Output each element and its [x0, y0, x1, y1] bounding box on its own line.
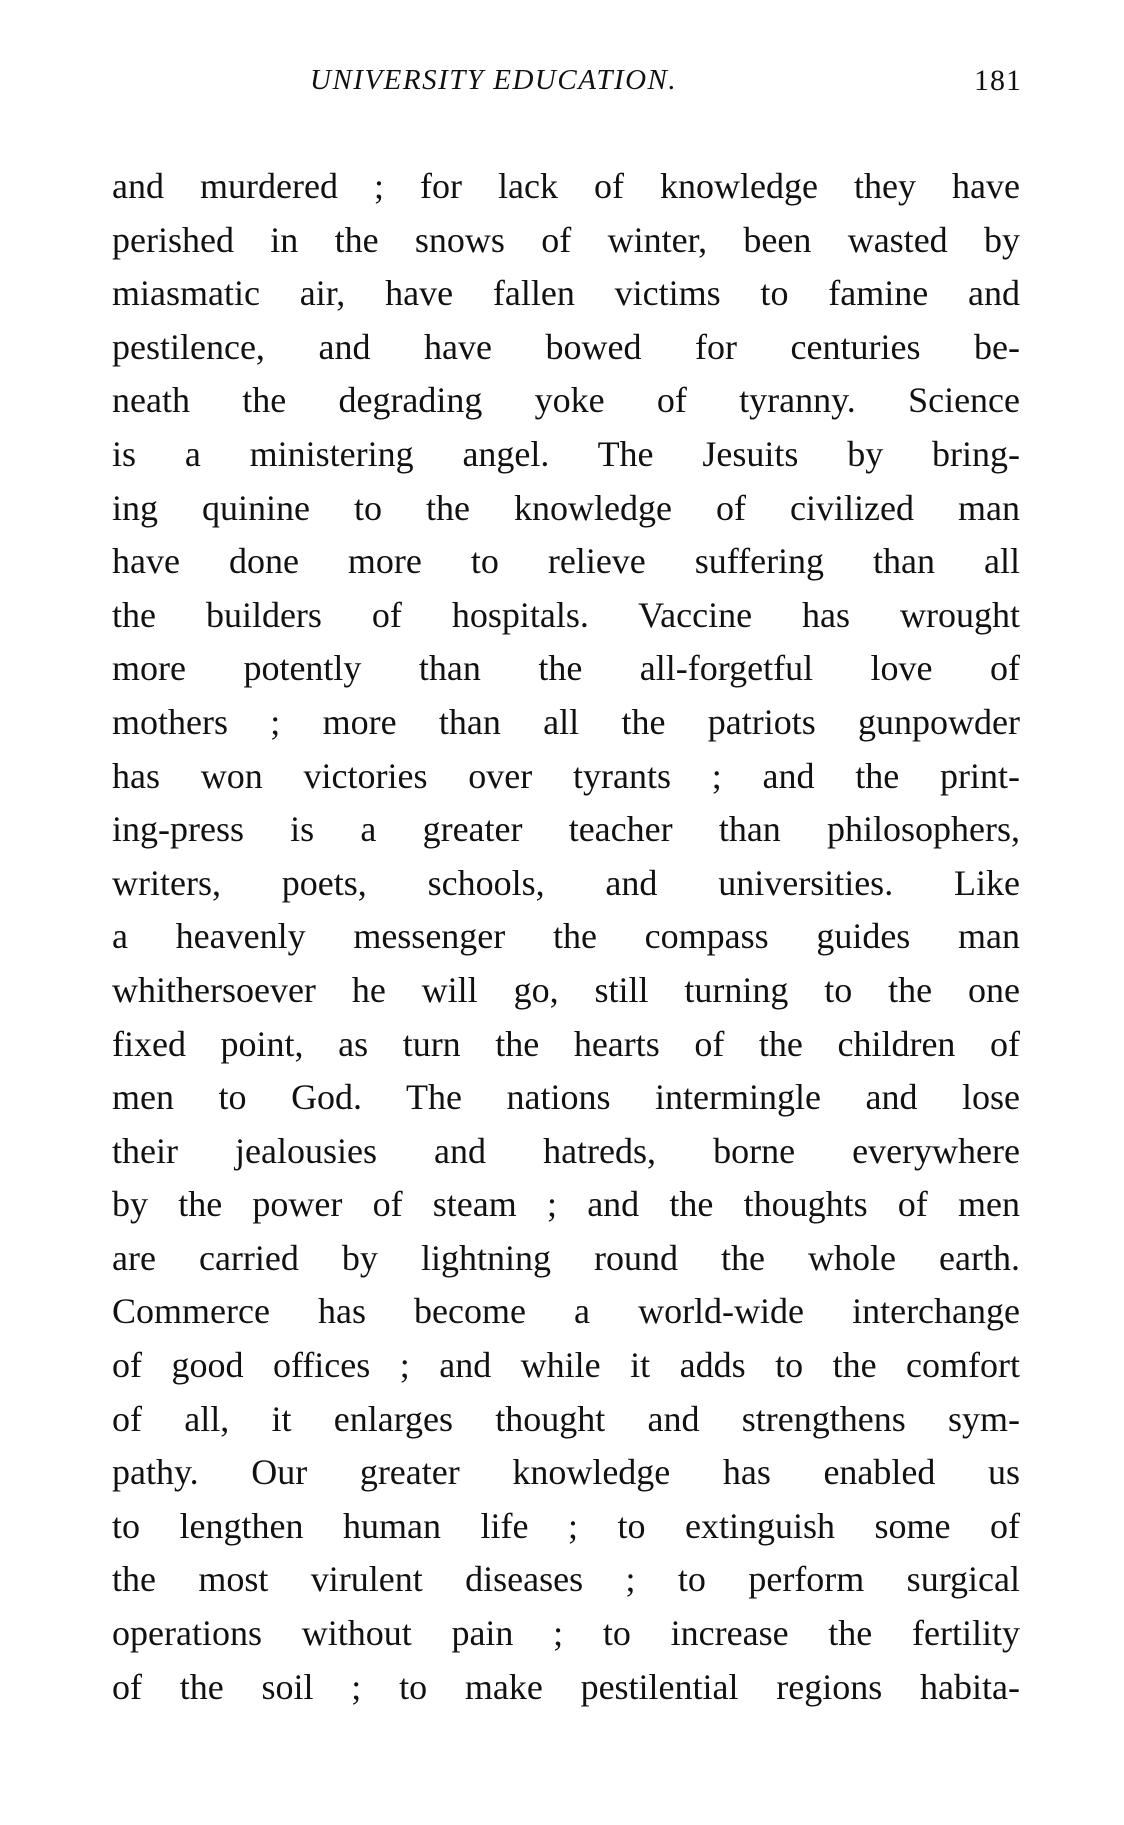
text-line: mothers ; more than all the patriots gunpowder: [112, 701, 1020, 742]
text-line: the builders of hospitals. Vaccine has wrought: [112, 594, 1020, 635]
text-line: a heavenly messenger the compass guides man: [112, 916, 1020, 957]
text-line: of good offices ; and while it adds to the comfort: [112, 1345, 1020, 1386]
text-line: writers, poets, schools, and universities. Like: [112, 862, 1020, 903]
text-line: perished in the snows of winter, been wasted by: [112, 219, 1020, 260]
page-number: 181: [974, 64, 1022, 97]
text-line: to lengthen human life ; to extinguish some of: [112, 1505, 1020, 1546]
text-line: of all, it enlarges thought and strengthens sym-: [112, 1398, 1020, 1439]
text-line: and murdered ; for lack of knowledge they have: [112, 166, 1020, 206]
text-line: has won victories over tyrants ; and the print-: [112, 755, 1020, 796]
text-line: the most virulent diseases ; to perform surgical: [112, 1559, 1020, 1600]
text-line: have done more to relieve suffering than all: [112, 541, 1020, 582]
text-line: miasmatic air, have fallen victims to famine and: [112, 273, 1020, 314]
text-line: pestilence, and have bowed for centuries be-: [112, 326, 1020, 367]
text-line: of the soil ; to make pestilential regions habita-: [112, 1666, 1020, 1707]
page-header: [300, 64, 1022, 108]
text-line: pathy. Our greater knowledge has enabled us: [112, 1452, 1020, 1493]
text-line: ing quinine to the knowledge of civilized man: [112, 487, 1020, 528]
text-line: fixed point, as turn the hearts of the children of: [112, 1023, 1020, 1064]
text-line: men to God. The nations intermingle and lose: [112, 1077, 1020, 1118]
text-line: Commerce has become a world-wide interchange: [112, 1291, 1020, 1332]
text-line: operations without pain ; to increase the fertility: [112, 1613, 1020, 1654]
body-text: [112, 160, 1020, 1714]
text-line: their jealousies and hatreds, borne everywhere: [112, 1130, 1020, 1171]
text-line: are carried by lightning round the whole earth.: [112, 1237, 1020, 1278]
text-line: neath the degrading yoke of tyranny. Science: [112, 380, 1020, 421]
running-title: UNIVERSITY EDUCATION.: [310, 64, 678, 96]
text-line: more potently than the all-forgetful love of: [112, 648, 1020, 689]
text-line: by the power of steam ; and the thoughts of men: [112, 1184, 1020, 1225]
text-line: whithersoever he will go, still turning to the one: [112, 969, 1020, 1010]
text-line: ing-press is a greater teacher than philosophers,: [112, 809, 1020, 850]
text-line: is a ministering angel. The Jesuits by bring-: [112, 433, 1020, 474]
